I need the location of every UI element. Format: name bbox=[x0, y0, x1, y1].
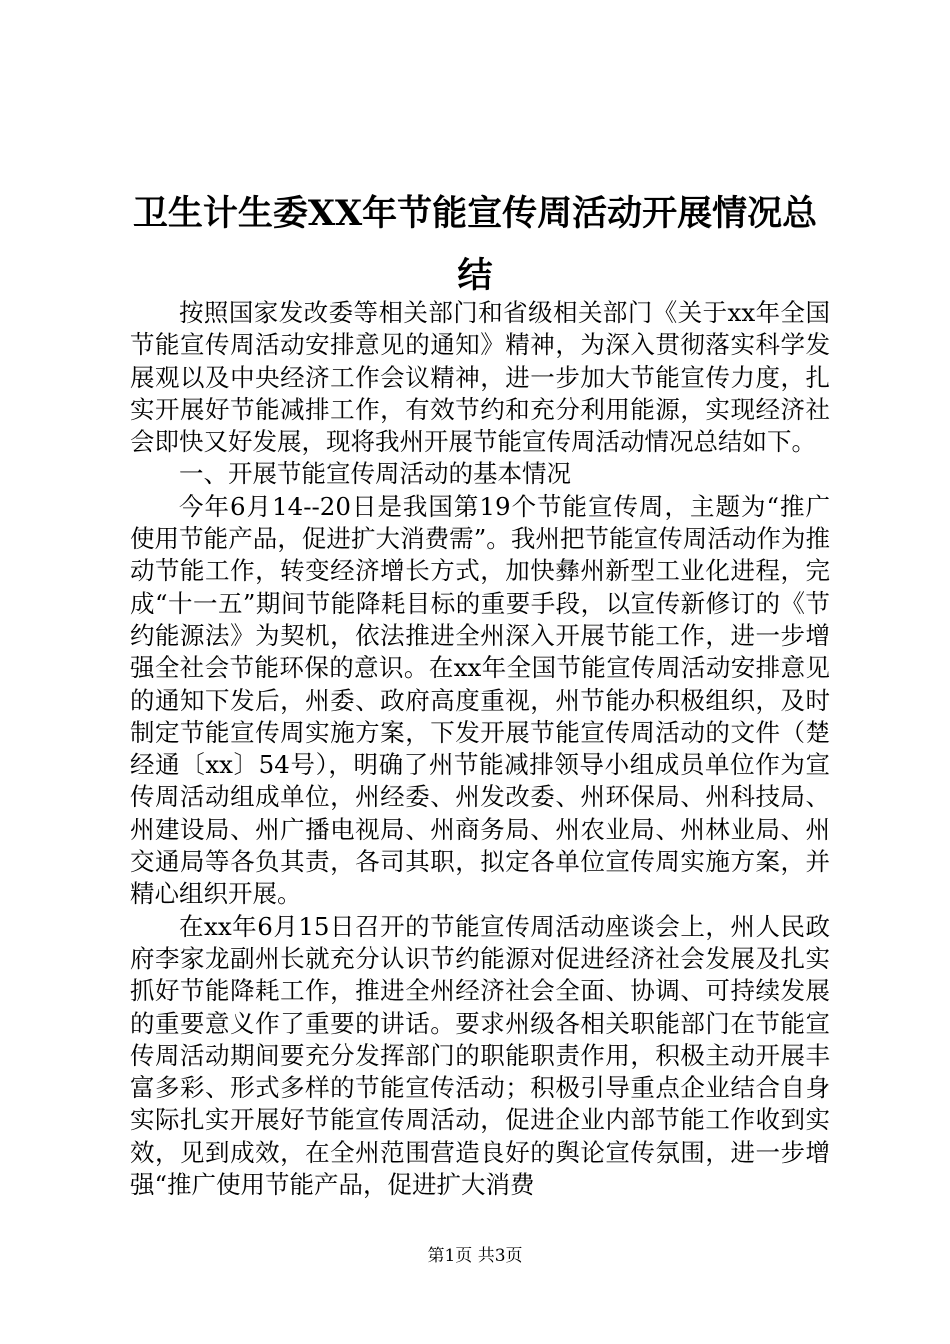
page-footer: 第1页 共3页 bbox=[427, 1246, 523, 1266]
paragraph-intro: 按照国家发改委等相关部门和省级相关部门《关于xx年全国节能宣传周活动安排意见的通知》精神，为深入贯彻落实科学发展观以及中央经济工作会议精神，进一步加大节能宣传力度，扎实开展好节能减排工作，有效节约和充分利用能源，实现经济社会即快又好发展，现将我州开展节能宣传周活动情况总结如下。 bbox=[130, 298, 830, 457]
document-body bbox=[130, 297, 830, 1201]
page-title: 卫生计生委XX年节能宣传周活动开展情况总结 bbox=[132, 193, 818, 296]
paragraph-symposium: 在xx年6月15日召开的节能宣传周活动座谈会上，州人民政府李家龙副州长就充分认识节约能源对促进经济社会发展及扎实抓好节能降耗工作，推进全州经济社会全面、协调、可持续发展的重要意义作了重要的讲话。要求州级各相关职能部门在节能宣传周活动期间要充分发挥部门的职能职责作用，积极主动开展丰富多彩、形式多样的节能宣传活动；积极引导重点企业结合自身实际扎实开展好节能宣传周活动，促进企业内部节能工作收到实效，见到成效，在全州范围营造良好的舆论宣传氛围，进一步增强“推广使用节能产品，促进扩大消费 bbox=[130, 911, 830, 1200]
section-heading: 一、开展节能宣传周活动的基本情况 bbox=[179, 459, 571, 489]
paragraph-basic-situation: 今年6月14--20日是我国第19个节能宣传周，主题为“推广使用节能产品，促进扩大消费需”。我州把节能宣传周活动作为推动节能工作，转变经济增长方式，加快彝州新型工业化进程，完成“十一五”期间节能降耗目标的重要手段，以宣传新修订的《节约能源法》为契机，依法推进全州深入开展节能工作，进一步增强全社会节能环保的意识。在xx年全国节能宣传周活动安排意见的通知下发后，州委、政府高度重视，州节能办积极组织，及时制定节能宣传周实施方案，下发开展节能宣传周活动的文件（楚经通〔xx〕54号），明确了州节能减排领导小组成员单位作为宣传周活动组成单位，州经委、州发改委、州环保局、州科技局、州建设局、州广播电视局、州商务局、州农业局、州林业局、州交通局等各负其责，各司其职，拟定各单位宣传周实施方案，并精心组织开展。 bbox=[130, 491, 830, 909]
